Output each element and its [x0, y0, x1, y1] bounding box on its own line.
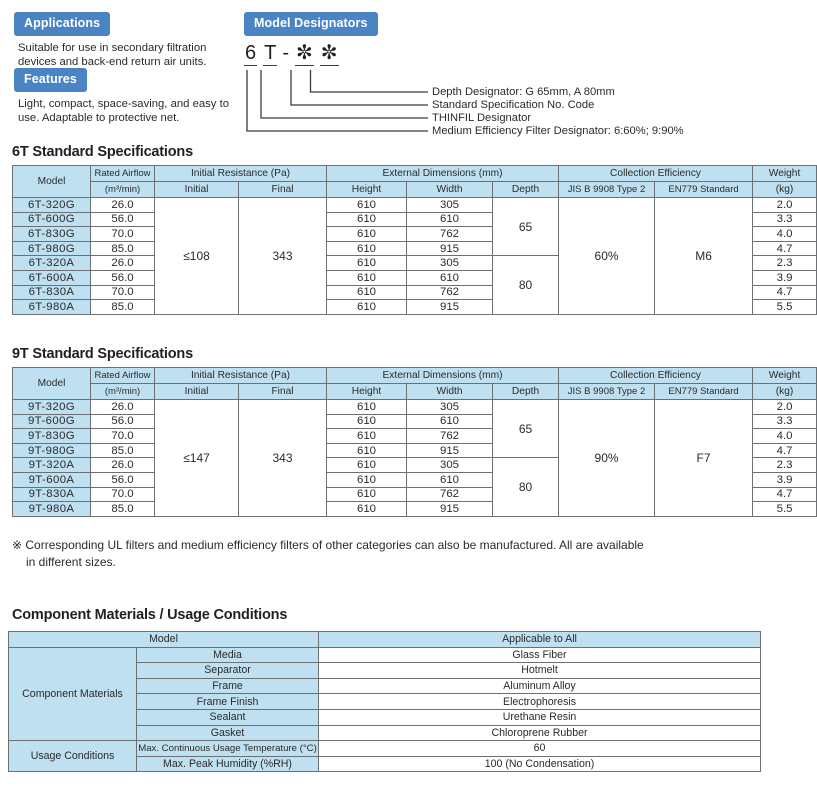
header-initial-resistance: Initial Resistance (Pa) — [155, 368, 327, 384]
cell-airflow: 26.0 — [91, 458, 155, 473]
cell-height: 610 — [327, 241, 407, 256]
cell-airflow: 70.0 — [91, 487, 155, 502]
header-weight: Weight — [753, 368, 817, 384]
cell-width: 610 — [407, 270, 493, 285]
header-rated-airflow-unit: (m³/min) — [91, 182, 155, 198]
header-en779: EN779 Standard — [655, 384, 753, 400]
cell-airflow: 70.0 — [91, 227, 155, 242]
features-badge: Features — [14, 68, 87, 92]
row-value-max-temperature: 60 — [319, 741, 761, 757]
cell-width: 305 — [407, 458, 493, 473]
cell-height: 610 — [327, 256, 407, 271]
row-label-max-temperature: Max. Continuous Usage Temperature (°C) — [137, 741, 319, 757]
cell-airflow: 26.0 — [91, 256, 155, 271]
header-weight: Weight — [753, 166, 817, 182]
cell-width: 915 — [407, 443, 493, 458]
cell-weight: 4.0 — [753, 429, 817, 444]
applications-block — [14, 12, 229, 70]
header-external-dimensions: External Dimensions (mm) — [327, 166, 559, 182]
header-final: Final — [239, 384, 327, 400]
code-char-depth: ✼ — [320, 42, 338, 64]
cell-width: 305 — [407, 400, 493, 415]
cell-width: 305 — [407, 198, 493, 213]
table-header-row-bottom — [13, 182, 817, 198]
cell-width: 762 — [407, 429, 493, 444]
cell-model: 9T-320A — [13, 458, 91, 473]
legend-thinfil: THINFIL Designator — [432, 112, 532, 124]
cell-height: 610 — [327, 285, 407, 300]
row-label-frame-finish: Frame Finish — [137, 694, 319, 710]
header-rated-airflow: Rated Airflow — [91, 166, 155, 182]
cell-final-resistance: 343 — [239, 400, 327, 517]
header-collection-efficiency: Collection Efficiency — [559, 166, 753, 182]
cell-model: 6T-600A — [13, 270, 91, 285]
features-block — [14, 68, 229, 126]
row-label-gasket: Gasket — [137, 725, 319, 741]
header-final: Final — [239, 182, 327, 198]
table-header-row — [9, 632, 761, 648]
cell-model: 6T-980A — [13, 300, 91, 315]
cell-height: 610 — [327, 487, 407, 502]
cell-initial-resistance: ≤147 — [155, 400, 239, 517]
row-label-max-humidity: Max. Peak Humidity (%RH) — [137, 756, 319, 772]
header-height: Height — [327, 182, 407, 198]
model-designators-block — [240, 12, 760, 142]
table-row — [13, 400, 817, 415]
cell-width: 915 — [407, 300, 493, 315]
row-label-sealant: Sealant — [137, 709, 319, 725]
cell-height: 610 — [327, 443, 407, 458]
footnote-line-1: ※ Corresponding UL filters and medium efficiency filters of other categories can also be manufactured. All are available — [12, 538, 644, 552]
cell-initial-resistance: ≤108 — [155, 198, 239, 315]
features-text: Light, compact, space-saving, and easy to use. Adaptable to protective net. — [18, 97, 229, 125]
cell-airflow: 56.0 — [91, 472, 155, 487]
header-width: Width — [407, 182, 493, 198]
header-width: Width — [407, 384, 493, 400]
header-weight-unit: (kg) — [753, 182, 817, 198]
cell-model: 6T-830A — [13, 285, 91, 300]
code-char-thinfil: T — [264, 42, 277, 64]
table-component-materials-usage-conditions — [8, 631, 761, 772]
cell-height: 610 — [327, 472, 407, 487]
cell-model: 6T-320A — [13, 256, 91, 271]
row-value-gasket: Chloroprene Rubber — [319, 725, 761, 741]
table-row — [9, 741, 761, 757]
cell-airflow: 56.0 — [91, 270, 155, 285]
cell-weight: 4.7 — [753, 241, 817, 256]
cell-width: 305 — [407, 256, 493, 271]
header-applicable-to-all: Applicable to All — [319, 632, 761, 648]
cell-height: 610 — [327, 198, 407, 213]
cell-airflow: 85.0 — [91, 443, 155, 458]
table-9t-standard-specifications — [12, 367, 817, 517]
row-value-separator: Hotmelt — [319, 663, 761, 679]
table-header-row-top — [13, 166, 817, 182]
cell-width: 915 — [407, 241, 493, 256]
cell-height: 610 — [327, 270, 407, 285]
cell-weight: 3.3 — [753, 212, 817, 227]
code-char-efficiency: 6 — [245, 42, 257, 64]
leader-line-efficiency — [247, 70, 428, 131]
cell-airflow: 26.0 — [91, 400, 155, 415]
group-label-component-materials: Component Materials — [9, 647, 137, 741]
cell-airflow: 85.0 — [91, 300, 155, 315]
footnote-line-2: in different sizes. — [26, 555, 116, 570]
header-model: Model — [9, 632, 319, 648]
header-initial: Initial — [155, 384, 239, 400]
cell-depth-lower: 80 — [493, 458, 559, 516]
leader-line-spec-no — [291, 70, 428, 105]
cell-airflow: 56.0 — [91, 414, 155, 429]
cell-model: 9T-320G — [13, 400, 91, 415]
group-label-usage-conditions: Usage Conditions — [9, 741, 137, 772]
legend-medium-efficiency: Medium Efficiency Filter Designator: 6:60%; 9:90% — [432, 125, 684, 137]
cell-airflow: 70.0 — [91, 285, 155, 300]
cell-weight: 4.0 — [753, 227, 817, 242]
header-initial-resistance: Initial Resistance (Pa) — [155, 166, 327, 182]
cell-airflow: 85.0 — [91, 241, 155, 256]
cell-model: 6T-830G — [13, 227, 91, 242]
cell-jis-efficiency: 90% — [559, 400, 655, 517]
cell-model: 6T-980G — [13, 241, 91, 256]
header-weight-unit: (kg) — [753, 384, 817, 400]
row-label-media: Media — [137, 647, 319, 663]
applications-text: Suitable for use in secondary filtration devices and back-end return air units. — [18, 41, 207, 69]
leader-line-depth — [311, 70, 429, 92]
cell-weight: 3.9 — [753, 472, 817, 487]
table-row — [9, 647, 761, 663]
cell-en779-class: F7 — [655, 400, 753, 517]
cell-weight: 2.0 — [753, 198, 817, 213]
cell-width: 610 — [407, 472, 493, 487]
section-title-9t: 9T Standard Specifications — [12, 346, 193, 362]
cell-width: 762 — [407, 227, 493, 242]
cell-weight: 5.5 — [753, 502, 817, 517]
row-value-frame: Aluminum Alloy — [319, 678, 761, 694]
cell-weight: 2.3 — [753, 256, 817, 271]
cell-model: 9T-600G — [13, 414, 91, 429]
cell-width: 762 — [407, 285, 493, 300]
cell-en779-class: M6 — [655, 198, 753, 315]
applications-badge: Applications — [14, 12, 110, 36]
table-header-row-top — [13, 368, 817, 384]
row-value-frame-finish: Electrophoresis — [319, 694, 761, 710]
table-6t-standard-specifications — [12, 165, 817, 315]
legend-standard-spec: Standard Specification No. Code — [432, 99, 595, 111]
cell-height: 610 — [327, 458, 407, 473]
row-label-separator: Separator — [137, 663, 319, 679]
cell-model: 9T-830G — [13, 429, 91, 444]
cell-model: 6T-320G — [13, 198, 91, 213]
table-row — [13, 198, 817, 213]
header-rated-airflow-unit: (m³/min) — [91, 384, 155, 400]
cell-model: 9T-980A — [13, 502, 91, 517]
footnote — [12, 537, 760, 572]
header-initial: Initial — [155, 182, 239, 198]
header-rated-airflow: Rated Airflow — [91, 368, 155, 384]
cell-model: 9T-830A — [13, 487, 91, 502]
cell-height: 610 — [327, 227, 407, 242]
cell-weight: 4.7 — [753, 443, 817, 458]
header-depth: Depth — [493, 384, 559, 400]
cell-final-resistance: 343 — [239, 198, 327, 315]
section-title-component-materials: Component Materials / Usage Conditions — [12, 607, 288, 623]
cell-weight: 5.5 — [753, 300, 817, 315]
cell-weight: 4.7 — [753, 285, 817, 300]
cell-height: 610 — [327, 212, 407, 227]
row-value-max-humidity: 100 (No Condensation) — [319, 756, 761, 772]
row-label-frame: Frame — [137, 678, 319, 694]
cell-airflow: 56.0 — [91, 212, 155, 227]
code-dash: - — [282, 42, 290, 64]
header-height: Height — [327, 384, 407, 400]
header-en779: EN779 Standard — [655, 182, 753, 198]
cell-width: 610 — [407, 414, 493, 429]
cell-depth-lower: 80 — [493, 256, 559, 314]
leader-line-thinfil — [261, 70, 428, 118]
cell-width: 762 — [407, 487, 493, 502]
header-collection-efficiency: Collection Efficiency — [559, 368, 753, 384]
cell-weight: 2.3 — [753, 458, 817, 473]
table-header-row-bottom — [13, 384, 817, 400]
cell-jis-efficiency: 60% — [559, 198, 655, 315]
header-model: Model — [13, 368, 91, 400]
cell-width: 610 — [407, 212, 493, 227]
cell-model: 6T-600G — [13, 212, 91, 227]
cell-height: 610 — [327, 414, 407, 429]
cell-depth-upper: 65 — [493, 198, 559, 256]
cell-weight: 3.9 — [753, 270, 817, 285]
header-jis: JIS B 9908 Type 2 — [559, 384, 655, 400]
section-title-6t: 6T Standard Specifications — [12, 144, 193, 160]
cell-height: 610 — [327, 400, 407, 415]
header-external-dimensions: External Dimensions (mm) — [327, 368, 559, 384]
cell-weight: 4.7 — [753, 487, 817, 502]
cell-width: 915 — [407, 502, 493, 517]
header-jis: JIS B 9908 Type 2 — [559, 182, 655, 198]
row-value-media: Glass Fiber — [319, 647, 761, 663]
legend-depth-designator: Depth Designator: G 65mm, A 80mm — [432, 86, 615, 98]
cell-depth-upper: 65 — [493, 400, 559, 458]
cell-model: 9T-980G — [13, 443, 91, 458]
row-value-sealant: Urethane Resin — [319, 709, 761, 725]
cell-height: 610 — [327, 300, 407, 315]
code-char-spec-no: ✼ — [296, 42, 313, 64]
cell-weight: 3.3 — [753, 414, 817, 429]
cell-airflow: 70.0 — [91, 429, 155, 444]
cell-height: 610 — [327, 429, 407, 444]
cell-weight: 2.0 — [753, 400, 817, 415]
header-depth: Depth — [493, 182, 559, 198]
cell-airflow: 85.0 — [91, 502, 155, 517]
model-designators-badge: Model Designators — [244, 12, 378, 36]
cell-model: 9T-600A — [13, 472, 91, 487]
cell-height: 610 — [327, 502, 407, 517]
cell-airflow: 26.0 — [91, 198, 155, 213]
header-model: Model — [13, 166, 91, 198]
